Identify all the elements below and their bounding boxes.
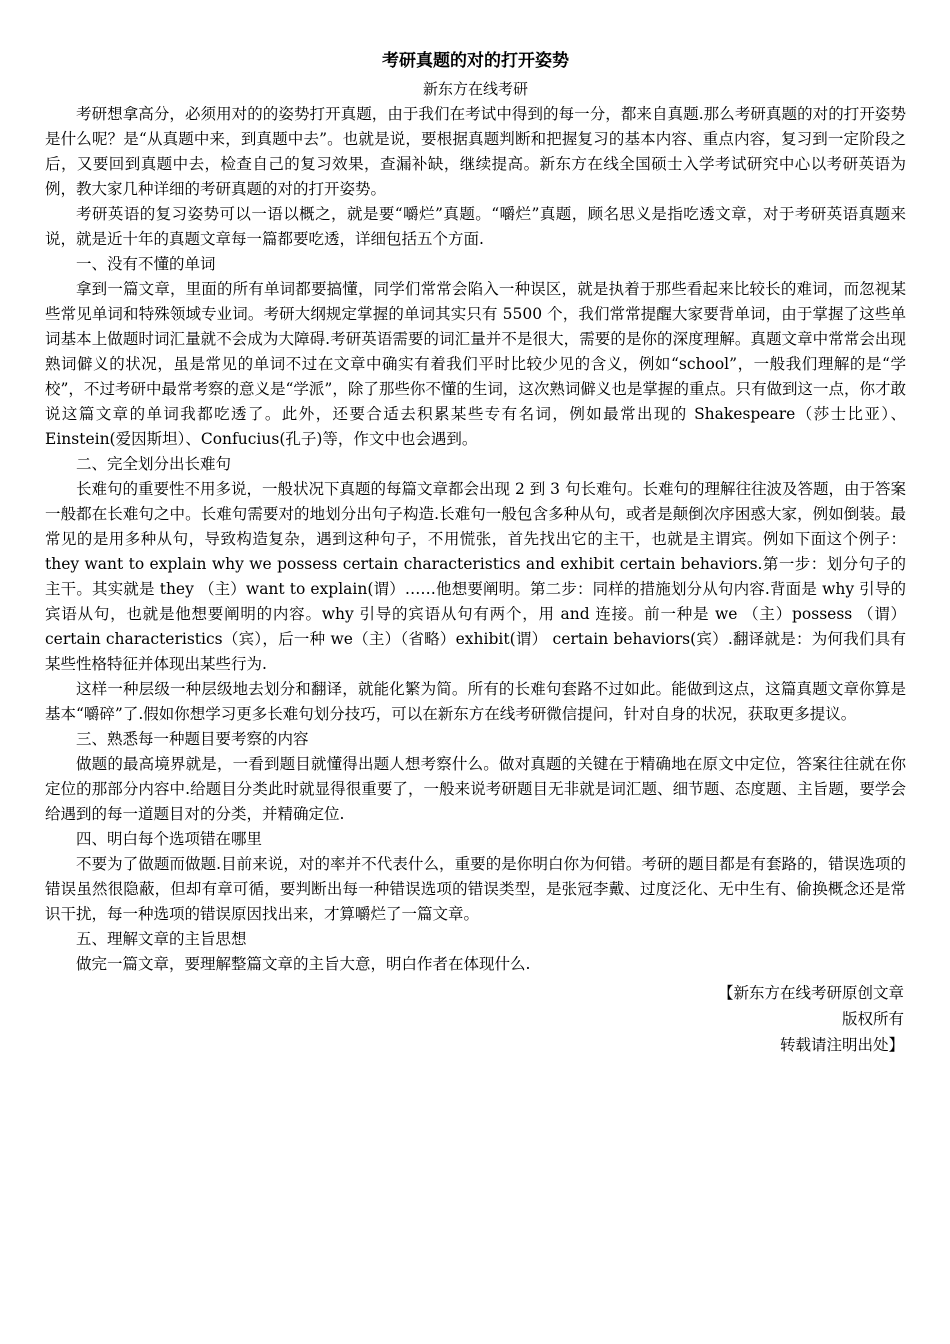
footer-line: 转载请注明出处】	[779, 1036, 904, 1054]
section-paragraph: 不要为了做题而做题.目前来说，对的率并不代表什么，重要的是你明白你为何错。考研的题目都是有套路的，错误选项的错误虽然很隐蔽，但却有章可循，要判断出每一种错误选项的错误类型，是张冠李戴、过度泛化、无中生有、偷换概念还是常识干扰，每一种选项的错误原因找出来，才算嚼烂了一篇文章。	[45, 855, 906, 923]
section-heading: 一、没有不懂的单词	[76, 255, 216, 273]
intro-paragraph: 考研英语的复习姿势可以一语以概之，就是要“嚼烂”真题。“嚼烂”真题，顾名思义是指吃透文章，对于考研英语真题来说，就是近十年的真题文章每一篇都要吃透，详细包括五个方面.	[45, 205, 906, 248]
section-paragraph: 长难句的重要性不用多说，一般状况下真题的每篇文章都会出现 2 到 3 句长难句。长难句的理解往往波及答题，由于答案一般都在长难句之中。长难句需要对的地划分出句子构造.长难句一般包含多种从句，或者是颠倒次序困惑大家，例如倒装。最常见的是用多种从句，导致构造复杂，遇到这种句子，不用慌张，首先找出它的主干，也就是主谓宾。例如下面这个例子：they want to explain why we possess certain characteristics and exhibit certain behaviors.第一步：划分句子的主干。其实就是 they （主）want to explain(谓）……他想要阐明。第二步：同样的措施划分从句内容.背面是 why 引导的宾语从句，也就是他想要阐明的内容。why 引导的宾语从句有两个，用 and 连接。前一种是 we （主）possess （谓）certain characteristics（宾），后一种 we（主）（省略）exhibit(谓） certain behaviors(宾）.翻译就是：为何我们具有某些性格特征并体现出某些行为.	[45, 480, 906, 673]
copyright-footer	[45, 980, 906, 1058]
footer-line: 【新东方在线考研原创文章	[717, 984, 904, 1002]
section-paragraph: 这样一种层级一种层级地去划分和翻译，就能化繁为简。所有的长难句套路不过如此。能做到这点，这篇真题文章你算是基本“嚼碎”了.假如你想学习更多长难句划分技巧，可以在新东方在线考研微信提问，针对自身的状况，获取更多提议。	[45, 680, 906, 723]
document-title: 考研真题的对的打开姿势	[382, 51, 569, 71]
footer-line: 版权所有	[841, 1010, 904, 1028]
section-heading: 五、理解文章的主旨思想	[76, 930, 247, 948]
section-heading: 三、熟悉每一种题目要考察的内容	[76, 730, 309, 748]
section-paragraph: 做题的最高境界就是，一看到题目就懂得出题人想考察什么。做对真题的关键在于精确地在原文中定位，答案往往就在你定位的那部分内容中.给题目分类此时就显得很重要了，一般来说考研题目无非就是词汇题、细节题、态度题、主旨题，要学会给遇到的每一道题目对的分类，并精确定位.	[45, 755, 906, 823]
section-paragraph: 做完一篇文章，要理解整篇文章的主旨大意，明白作者在体现什么.	[76, 955, 531, 973]
section-paragraph: 拿到一篇文章，里面的所有单词都要搞懂，同学们常常会陷入一种误区，就是执着于那些看起来比较长的难词，而忽视某些常见单词和特殊领域专业词。考研大纲规定掌握的单词其实只有 5500 个，我们常常提醒大家要背单词，由于掌握了这些单词基本上做题时词汇量就不会成为大障碍.考研英语需要的词汇量并不是很大，需要的是你的深度理解。真题文章中常常会出现熟词僻义的状况，虽是常见的单词不过在文章中确实有着我们平时比较少见的含义，例如“school”，一般我们理解的是“学校”，不过考研中最常考察的意义是“学派”，除了那些你不懂的生词，这次熟词僻义也是掌握的重点。只有做到这一点，你才敢说这篇文章的单词我都吃透了。此外，还要合适去积累某些专有名词，例如最常出现的 Shakespeare（莎士比亚）、Einstein(爱因斯坦）、Confucius(孔子)等，作文中也会遇到。	[45, 280, 906, 448]
section-heading: 四、明白每个选项错在哪里	[76, 830, 263, 848]
document-subtitle: 新东方在线考研	[422, 80, 528, 98]
section-heading: 二、完全划分出长难句	[76, 455, 232, 473]
intro-paragraph: 考研想拿高分，必须用对的的姿势打开真题，由于我们在考试中得到的每一分，都来自真题.那么考研真题的对的打开姿势是什么呢？是“从真题中来，到真题中去”。也就是说，要根据真题判断和把握复习的基本内容、重点内容，复习到一定阶段之后，又要回到真题中去，检查自己的复习效果，查漏补缺，继续提高。新东方在线全国硕士入学考试研究中心以考研英语为例，教大家几种详细的考研真题的对的打开姿势。	[45, 105, 906, 198]
